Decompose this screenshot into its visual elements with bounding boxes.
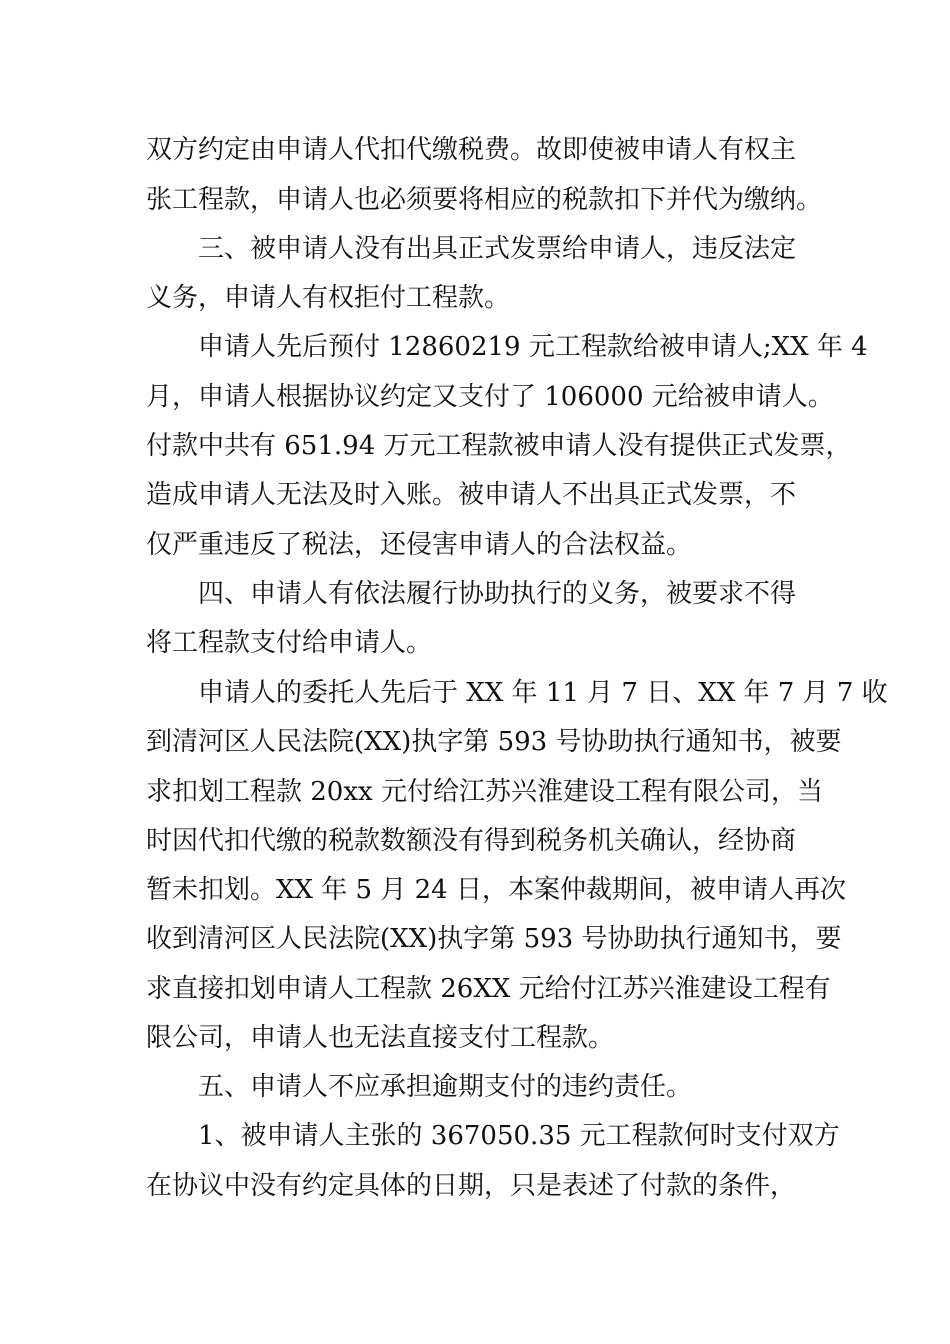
text-line: 仅严重违反了税法，还侵害申请人的合法权益。 (146, 530, 693, 560)
section-heading-line: 五、申请人不应承担逾期支付的违约责任。 (198, 1072, 693, 1102)
text-line: 求扣划工程款 20xx 元付给江苏兴淮建设工程有限公司，当 (146, 777, 823, 807)
paragraph-start-line: 1、被申请人主张的 367050.35 元工程款何时支付双方 (198, 1121, 840, 1151)
text-line: 造成申请人无法及时入账。被申请人不出具正式发票，不 (146, 480, 797, 510)
text-line: 在协议中没有约定具体的日期，只是表述了付款的条件， (146, 1171, 797, 1201)
section-heading-line: 四、申请人有依法履行协助执行的义务，被要求不得 (198, 579, 797, 609)
text-line: 收到清河区人民法院(XX)执字第 593 号协助执行通知书，要 (146, 924, 842, 954)
section-heading-line: 三、被申请人没有出具正式发票给申请人，违反法定 (198, 234, 797, 264)
text-line: 将工程款支付给申请人。 (146, 628, 433, 658)
text-line: 限公司，申请人也无法直接支付工程款。 (146, 1023, 615, 1053)
text-line: 暂未扣划。XX 年 5 月 24 日，本案仲裁期间，被申请人再次 (146, 875, 846, 905)
text-line: 到清河区人民法院(XX)执字第 593 号协助执行通知书，被要 (146, 727, 842, 757)
text-line: 付款中共有 651.94 万元工程款被申请人没有提供正式发票， (146, 431, 852, 461)
text-line: 张工程款，申请人也必须要将相应的税款扣下并代为缴纳。 (146, 185, 823, 215)
paragraph-start-line: 申请人先后预付 12860219 元工程款给被申请人;XX 年 4 (198, 332, 868, 362)
text-line: 求直接扣划申请人工程款 26XX 元给付江苏兴淮建设工程有 (146, 974, 831, 1004)
text-line: 双方约定由申请人代扣代缴税费。故即使被申请人有权主 (146, 135, 797, 165)
text-line: 月，申请人根据协议约定又支付了 106000 元给被申请人。 (146, 382, 834, 412)
paragraph-start-line: 申请人的委托人先后于 XX 年 11 月 7 日、XX 年 7 月 7 收 (198, 678, 888, 708)
text-line: 义务，申请人有权拒付工程款。 (146, 283, 511, 313)
text-line: 时因代扣代缴的税款数额没有得到税务机关确认，经协商 (146, 826, 797, 856)
